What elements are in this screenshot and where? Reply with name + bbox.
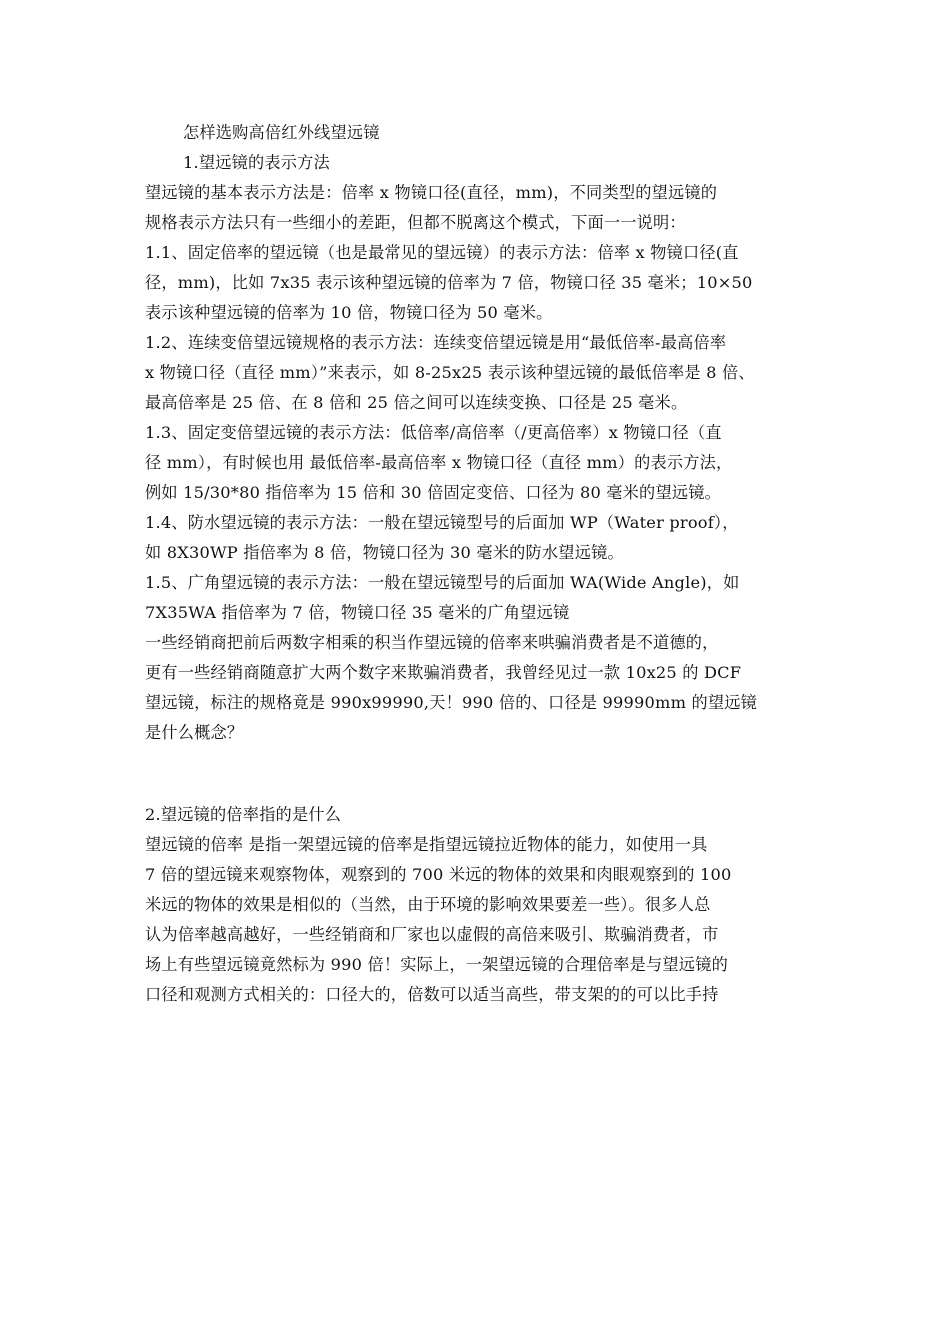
- section-spacer: [145, 748, 807, 800]
- section-2-line-6: 口径和观测方式相关的：口径大的，倍数可以适当高些，带支架的的可以比手持: [145, 985, 719, 1004]
- section-2-line-5: 场上有些望远镜竟然标为 990 倍！实际上，一架望远镜的合理倍率是与望远镜的: [145, 955, 728, 974]
- section-1-line-4: 径，mm)，比如 7x35 表示该种望远镜的倍率为 7 倍，物镜口径 35 毫米；10×50: [145, 273, 753, 292]
- section-1-line-7: x 物镜口径（直径 mm）”来表示，如 8-25x25 表示该种望远镜的最低倍率是 8 倍、: [145, 363, 755, 382]
- section-2-heading: 2.望远镜的倍率指的是什么: [145, 805, 342, 824]
- section-1-line-3: 1.1、固定倍率的望远镜（也是最常见的望远镜）的表示方法：倍率 x 物镜口径(直: [145, 243, 739, 262]
- section-1-line-9: 1.3、固定变倍望远镜的表示方法：低倍率/高倍率（/更高倍率）x 物镜口径（直: [145, 423, 722, 442]
- section-2-line-4: 认为倍率越高越好，一些经销商和厂家也以虚假的高倍来吸引、欺骗消费者，市: [145, 925, 719, 944]
- section-1-line-17: 更有一些经销商随意扩大两个数字来欺骗消费者，我曾经见过一款 10x25 的 DCF: [145, 663, 742, 682]
- section-1-line-16: 一些经销商把前后两数字相乘的积当作望远镜的倍率来哄骗消费者是不道德的，: [145, 633, 719, 652]
- section-1-line-8: 最高倍率是 25 倍、在 8 倍和 25 倍之间可以连续变换、口径是 25 毫米。: [145, 393, 688, 412]
- section-1-line-2: 规格表示方法只有一些细小的差距，但都不脱离这个模式，下面一一说明：: [145, 213, 686, 232]
- section-1-line-18: 望远镜，标注的规格竟是 990x99990,天！990 倍的、口径是 99990mm 的望远镜: [145, 693, 758, 712]
- section-1-line-13: 如 8X30WP 指倍率为 8 倍，物镜口径为 30 毫米的防水望远镜。: [145, 543, 624, 562]
- section-1-line-12: 1.4、防水望远镜的表示方法：一般在望远镜型号的后面加 WP（Water proof），: [145, 513, 739, 532]
- section-2-line-1: 望远镜的倍率 是指一架望远镜的倍率是指望远镜拉近物体的能力，如使用一具: [145, 835, 708, 854]
- section-1-line-5: 表示该种望远镜的倍率为 10 倍，物镜口径为 50 毫米。: [145, 303, 553, 322]
- section-1-line-11: 例如 15/30*80 指倍率为 15 倍和 30 倍固定变倍、口径为 80 毫米的望远镜。: [145, 483, 721, 502]
- section-1-line-6: 1.2、连续变倍望远镜规格的表示方法：连续变倍望远镜是用“最低倍率-最高倍率: [145, 333, 727, 352]
- section-1-heading: 1.望远镜的表示方法: [183, 153, 330, 172]
- section-1-line-15: 7X35WA 指倍率为 7 倍，物镜口径 35 毫米的广角望远镜: [145, 603, 570, 622]
- section-1-line-19: 是什么概念？: [145, 723, 244, 742]
- section-1-line-14: 1.5、广角望远镜的表示方法：一般在望远镜型号的后面加 WA(Wide Angle)，如: [145, 573, 740, 592]
- section-1-line-10: 径 mm），有时候也用 最低倍率-最高倍率 x 物镜口径（直径 mm）的表示方法，: [145, 453, 733, 472]
- section-2-line-2: 7 倍的望远镜来观察物体，观察到的 700 米远的物体的效果和肉眼观察到的 100: [145, 865, 732, 884]
- section-2-line-3: 米远的物体的效果是相似的（当然，由于环境的影响效果要差一些）。很多人总: [145, 895, 711, 914]
- section-1-line-1: 望远镜的基本表示方法是：倍率 x 物镜口径(直径，mm)，不同类型的望远镜的: [145, 183, 718, 202]
- document-title: 怎样选购高倍红外线望远镜: [183, 123, 380, 142]
- document-body: [145, 118, 807, 1010]
